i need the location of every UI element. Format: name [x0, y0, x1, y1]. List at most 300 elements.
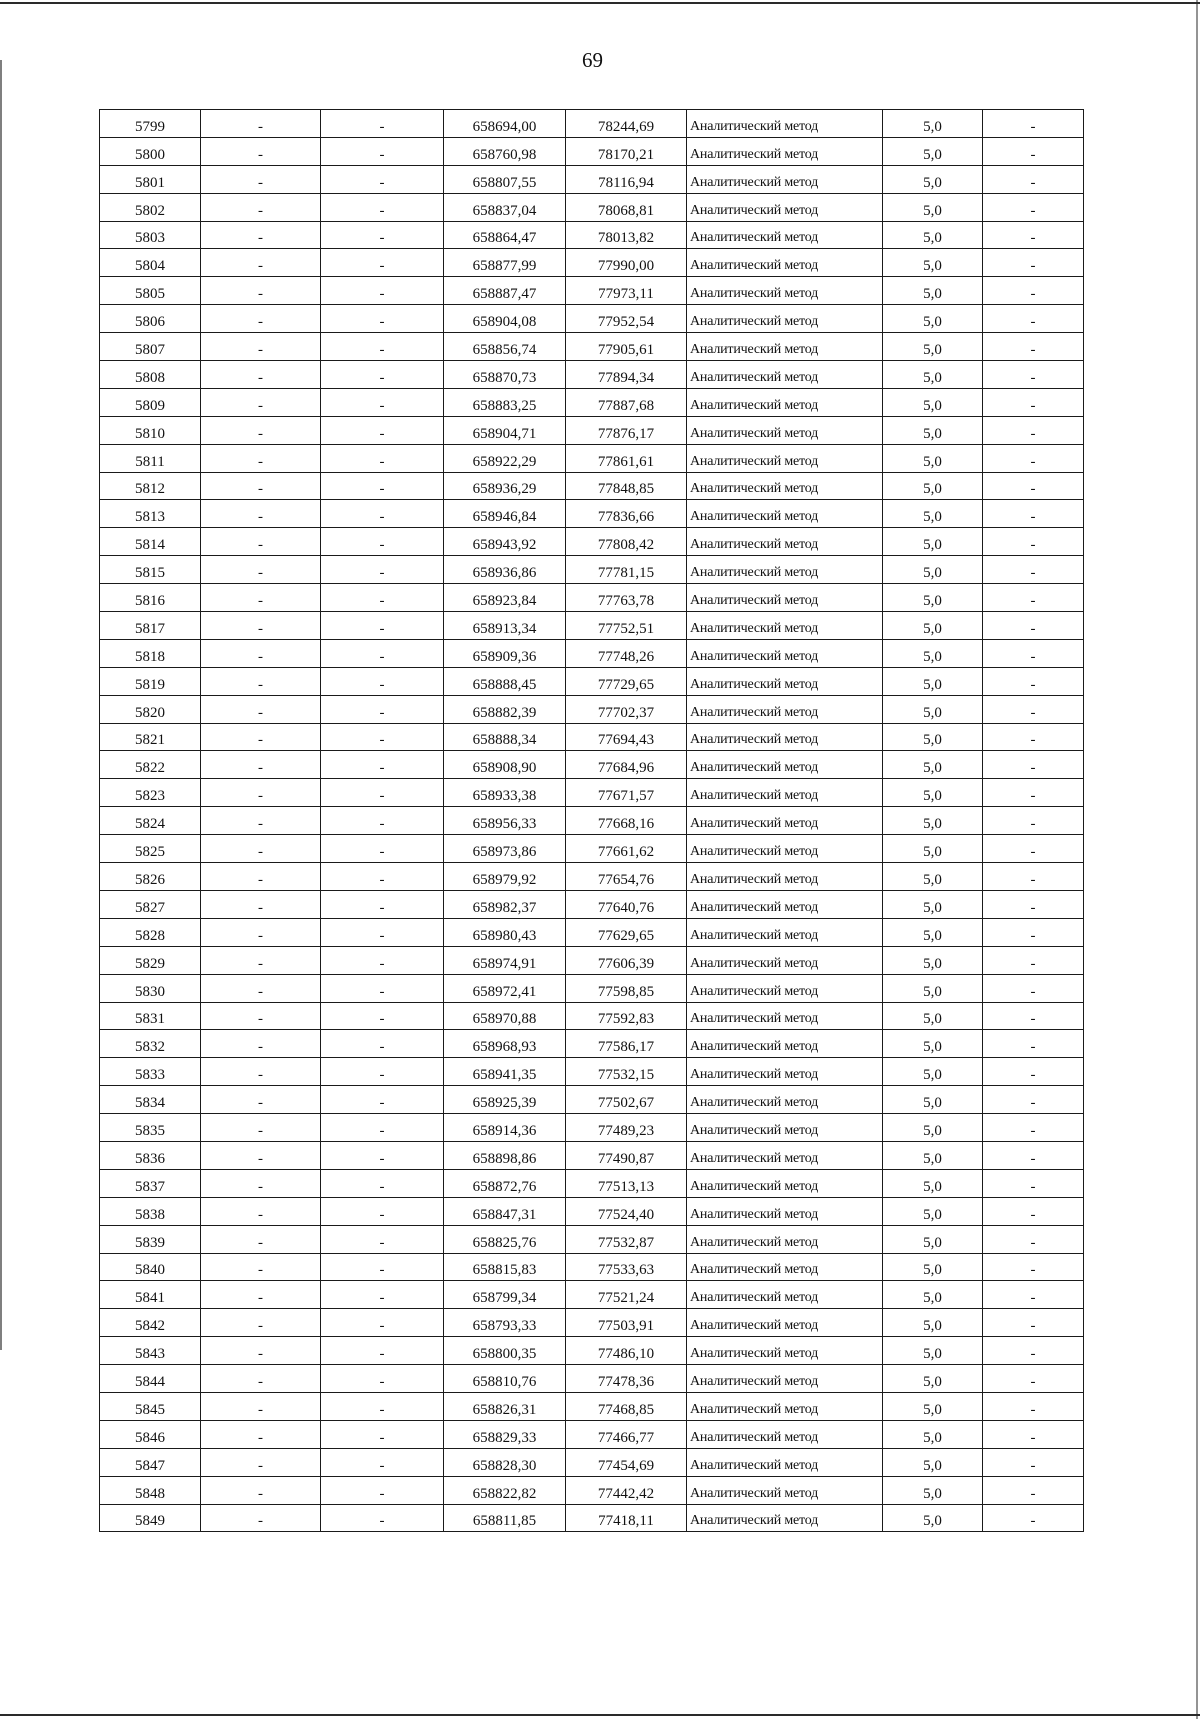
column-3-cell: - — [321, 305, 444, 333]
accuracy-cell: 5,0 — [883, 695, 983, 723]
table-row — [100, 835, 1084, 863]
accuracy-cell: 5,0 — [883, 1337, 983, 1365]
column-8-cell: - — [983, 1392, 1084, 1420]
column-3-cell: - — [321, 974, 444, 1002]
accuracy-cell: 5,0 — [883, 890, 983, 918]
column-2-cell: - — [201, 416, 321, 444]
method-cell: Аналитический метод — [687, 1476, 883, 1504]
point-number-cell: 5826 — [100, 863, 201, 891]
column-8-cell: - — [983, 1086, 1084, 1114]
table-row — [100, 1420, 1084, 1448]
coordinate-x-cell: 658800,35 — [444, 1337, 566, 1365]
point-number-cell: 5842 — [100, 1309, 201, 1337]
accuracy-cell: 5,0 — [883, 388, 983, 416]
coordinate-x-cell: 658847,31 — [444, 1197, 566, 1225]
point-number-cell: 5813 — [100, 500, 201, 528]
accuracy-cell: 5,0 — [883, 639, 983, 667]
column-2-cell: - — [201, 1448, 321, 1476]
method-cell: Аналитический метод — [687, 528, 883, 556]
coordinate-y-cell: 78170,21 — [566, 137, 687, 165]
method-cell: Аналитический метод — [687, 444, 883, 472]
accuracy-cell: 5,0 — [883, 612, 983, 640]
column-3-cell: - — [321, 110, 444, 138]
table-row — [100, 946, 1084, 974]
coordinate-y-cell: 77490,87 — [566, 1141, 687, 1169]
column-2-cell: - — [201, 946, 321, 974]
method-cell: Аналитический метод — [687, 472, 883, 500]
column-8-cell: - — [983, 807, 1084, 835]
coordinate-x-cell: 658864,47 — [444, 221, 566, 249]
coordinate-y-cell: 77513,13 — [566, 1169, 687, 1197]
column-3-cell: - — [321, 612, 444, 640]
column-3-cell: - — [321, 1086, 444, 1114]
column-3-cell: - — [321, 416, 444, 444]
method-cell: Аналитический метод — [687, 1392, 883, 1420]
column-8-cell: - — [983, 1309, 1084, 1337]
column-8-cell: - — [983, 751, 1084, 779]
coordinate-y-cell: 77629,65 — [566, 918, 687, 946]
column-2-cell: - — [201, 1420, 321, 1448]
method-cell: Аналитический метод — [687, 1030, 883, 1058]
coordinate-y-cell: 77521,24 — [566, 1281, 687, 1309]
coordinate-y-cell: 77468,85 — [566, 1392, 687, 1420]
column-3-cell: - — [321, 333, 444, 361]
column-3-cell: - — [321, 835, 444, 863]
method-cell: Аналитический метод — [687, 1504, 883, 1532]
accuracy-cell: 5,0 — [883, 835, 983, 863]
coordinate-y-cell: 77418,11 — [566, 1504, 687, 1532]
coordinate-y-cell: 77748,26 — [566, 639, 687, 667]
coordinate-x-cell: 658909,36 — [444, 639, 566, 667]
method-cell: Аналитический метод — [687, 723, 883, 751]
table-row — [100, 1002, 1084, 1030]
column-3-cell: - — [321, 500, 444, 528]
coordinate-y-cell: 77848,85 — [566, 472, 687, 500]
coordinate-y-cell: 77836,66 — [566, 500, 687, 528]
column-2-cell: - — [201, 835, 321, 863]
table-row — [100, 1086, 1084, 1114]
column-8-cell: - — [983, 361, 1084, 389]
column-2-cell: - — [201, 1141, 321, 1169]
column-3-cell: - — [321, 528, 444, 556]
accuracy-cell: 5,0 — [883, 165, 983, 193]
coordinate-x-cell: 658936,86 — [444, 556, 566, 584]
accuracy-cell: 5,0 — [883, 472, 983, 500]
table-row — [100, 1504, 1084, 1532]
method-cell: Аналитический метод — [687, 165, 883, 193]
coordinate-y-cell: 77684,96 — [566, 751, 687, 779]
column-2-cell: - — [201, 1030, 321, 1058]
column-3-cell: - — [321, 277, 444, 305]
column-8-cell: - — [983, 110, 1084, 138]
coordinate-x-cell: 658882,39 — [444, 695, 566, 723]
coordinate-x-cell: 658807,55 — [444, 165, 566, 193]
column-2-cell: - — [201, 751, 321, 779]
method-cell: Аналитический метод — [687, 835, 883, 863]
column-2-cell: - — [201, 1002, 321, 1030]
coordinate-x-cell: 658980,43 — [444, 918, 566, 946]
column-3-cell: - — [321, 1504, 444, 1532]
accuracy-cell: 5,0 — [883, 1392, 983, 1420]
column-2-cell: - — [201, 305, 321, 333]
method-cell: Аналитический метод — [687, 277, 883, 305]
coordinate-x-cell: 658829,33 — [444, 1420, 566, 1448]
coordinate-y-cell: 77668,16 — [566, 807, 687, 835]
coordinate-y-cell: 77640,76 — [566, 890, 687, 918]
coordinate-y-cell: 78244,69 — [566, 110, 687, 138]
accuracy-cell: 5,0 — [883, 193, 983, 221]
column-2-cell: - — [201, 863, 321, 891]
column-8-cell: - — [983, 444, 1084, 472]
coordinate-y-cell: 77990,00 — [566, 249, 687, 277]
point-number-cell: 5820 — [100, 695, 201, 723]
column-8-cell: - — [983, 1476, 1084, 1504]
column-2-cell: - — [201, 1476, 321, 1504]
table-row — [100, 1030, 1084, 1058]
column-8-cell: - — [983, 723, 1084, 751]
point-number-cell: 5847 — [100, 1448, 201, 1476]
column-8-cell: - — [983, 249, 1084, 277]
accuracy-cell: 5,0 — [883, 667, 983, 695]
table-row — [100, 751, 1084, 779]
table-row — [100, 361, 1084, 389]
column-8-cell: - — [983, 1420, 1084, 1448]
column-8-cell: - — [983, 500, 1084, 528]
coordinates-table-body — [100, 110, 1084, 1532]
coordinate-x-cell: 658887,47 — [444, 277, 566, 305]
column-3-cell: - — [321, 1002, 444, 1030]
coordinate-x-cell: 658913,34 — [444, 612, 566, 640]
accuracy-cell: 5,0 — [883, 1365, 983, 1393]
coordinate-x-cell: 658870,73 — [444, 361, 566, 389]
scan-edge-top — [0, 2, 1200, 4]
column-3-cell: - — [321, 807, 444, 835]
table-row — [100, 1365, 1084, 1393]
coordinate-y-cell: 77532,87 — [566, 1225, 687, 1253]
table-row — [100, 1476, 1084, 1504]
column-3-cell: - — [321, 556, 444, 584]
table-row — [100, 584, 1084, 612]
column-3-cell: - — [321, 1169, 444, 1197]
table-row — [100, 1281, 1084, 1309]
accuracy-cell: 5,0 — [883, 1030, 983, 1058]
column-8-cell: - — [983, 863, 1084, 891]
table-row — [100, 305, 1084, 333]
point-number-cell: 5799 — [100, 110, 201, 138]
column-3-cell: - — [321, 221, 444, 249]
point-number-cell: 5818 — [100, 639, 201, 667]
column-2-cell: - — [201, 472, 321, 500]
coordinate-y-cell: 77694,43 — [566, 723, 687, 751]
table-row — [100, 110, 1084, 138]
accuracy-cell: 5,0 — [883, 1058, 983, 1086]
point-number-cell: 5824 — [100, 807, 201, 835]
point-number-cell: 5825 — [100, 835, 201, 863]
accuracy-cell: 5,0 — [883, 1114, 983, 1142]
coordinate-x-cell: 658970,88 — [444, 1002, 566, 1030]
point-number-cell: 5829 — [100, 946, 201, 974]
method-cell: Аналитический метод — [687, 305, 883, 333]
coordinate-y-cell: 77876,17 — [566, 416, 687, 444]
method-cell: Аналитический метод — [687, 361, 883, 389]
table-row — [100, 612, 1084, 640]
column-3-cell: - — [321, 1225, 444, 1253]
column-8-cell: - — [983, 1058, 1084, 1086]
point-number-cell: 5810 — [100, 416, 201, 444]
column-2-cell: - — [201, 1086, 321, 1114]
coordinates-table — [99, 109, 1084, 1532]
table-row — [100, 695, 1084, 723]
point-number-cell: 5832 — [100, 1030, 201, 1058]
table-row — [100, 249, 1084, 277]
table-row — [100, 918, 1084, 946]
column-8-cell: - — [983, 277, 1084, 305]
accuracy-cell: 5,0 — [883, 1448, 983, 1476]
column-3-cell: - — [321, 890, 444, 918]
accuracy-cell: 5,0 — [883, 751, 983, 779]
coordinate-y-cell: 77752,51 — [566, 612, 687, 640]
column-3-cell: - — [321, 695, 444, 723]
column-2-cell: - — [201, 639, 321, 667]
coordinate-y-cell: 77861,61 — [566, 444, 687, 472]
column-2-cell: - — [201, 1309, 321, 1337]
accuracy-cell: 5,0 — [883, 110, 983, 138]
column-2-cell: - — [201, 807, 321, 835]
accuracy-cell: 5,0 — [883, 500, 983, 528]
coordinate-y-cell: 77598,85 — [566, 974, 687, 1002]
table-row — [100, 863, 1084, 891]
column-2-cell: - — [201, 1114, 321, 1142]
accuracy-cell: 5,0 — [883, 333, 983, 361]
method-cell: Аналитический метод — [687, 333, 883, 361]
column-8-cell: - — [983, 333, 1084, 361]
coordinate-x-cell: 658974,91 — [444, 946, 566, 974]
column-3-cell: - — [321, 779, 444, 807]
column-3-cell: - — [321, 1141, 444, 1169]
column-2-cell: - — [201, 1253, 321, 1281]
accuracy-cell: 5,0 — [883, 584, 983, 612]
column-3-cell: - — [321, 863, 444, 891]
column-2-cell: - — [201, 1058, 321, 1086]
column-2-cell: - — [201, 1169, 321, 1197]
table-row — [100, 1225, 1084, 1253]
table-row — [100, 416, 1084, 444]
column-8-cell: - — [983, 1030, 1084, 1058]
column-8-cell: - — [983, 1114, 1084, 1142]
method-cell: Аналитический метод — [687, 667, 883, 695]
coordinate-y-cell: 78116,94 — [566, 165, 687, 193]
column-3-cell: - — [321, 639, 444, 667]
table-row — [100, 667, 1084, 695]
coordinate-y-cell: 77592,83 — [566, 1002, 687, 1030]
accuracy-cell: 5,0 — [883, 723, 983, 751]
method-cell: Аналитический метод — [687, 1141, 883, 1169]
method-cell: Аналитический метод — [687, 1169, 883, 1197]
column-2-cell: - — [201, 612, 321, 640]
table-row — [100, 556, 1084, 584]
method-cell: Аналитический метод — [687, 1309, 883, 1337]
coordinate-x-cell: 658898,86 — [444, 1141, 566, 1169]
column-8-cell: - — [983, 1002, 1084, 1030]
point-number-cell: 5814 — [100, 528, 201, 556]
column-8-cell: - — [983, 1141, 1084, 1169]
column-2-cell: - — [201, 1504, 321, 1532]
accuracy-cell: 5,0 — [883, 1197, 983, 1225]
coordinate-x-cell: 658908,90 — [444, 751, 566, 779]
accuracy-cell: 5,0 — [883, 416, 983, 444]
coordinate-x-cell: 658826,31 — [444, 1392, 566, 1420]
column-8-cell: - — [983, 388, 1084, 416]
method-cell: Аналитический метод — [687, 137, 883, 165]
method-cell: Аналитический метод — [687, 193, 883, 221]
table-row — [100, 1141, 1084, 1169]
method-cell: Аналитический метод — [687, 584, 883, 612]
point-number-cell: 5805 — [100, 277, 201, 305]
coordinate-y-cell: 78068,81 — [566, 193, 687, 221]
point-number-cell: 5809 — [100, 388, 201, 416]
coordinate-x-cell: 658923,84 — [444, 584, 566, 612]
method-cell: Аналитический метод — [687, 416, 883, 444]
table-row — [100, 1169, 1084, 1197]
point-number-cell: 5823 — [100, 779, 201, 807]
column-8-cell: - — [983, 556, 1084, 584]
coordinate-y-cell: 77952,54 — [566, 305, 687, 333]
table-row — [100, 1337, 1084, 1365]
coordinate-x-cell: 658972,41 — [444, 974, 566, 1002]
column-2-cell: - — [201, 361, 321, 389]
point-number-cell: 5811 — [100, 444, 201, 472]
column-2-cell: - — [201, 918, 321, 946]
coordinate-y-cell: 77489,23 — [566, 1114, 687, 1142]
column-8-cell: - — [983, 1225, 1084, 1253]
accuracy-cell: 5,0 — [883, 305, 983, 333]
column-3-cell: - — [321, 723, 444, 751]
column-3-cell: - — [321, 1476, 444, 1504]
accuracy-cell: 5,0 — [883, 556, 983, 584]
method-cell: Аналитический метод — [687, 1420, 883, 1448]
table-row — [100, 165, 1084, 193]
scan-edge-right — [1196, 0, 1198, 1719]
column-2-cell: - — [201, 388, 321, 416]
point-number-cell: 5804 — [100, 249, 201, 277]
method-cell: Аналитический метод — [687, 249, 883, 277]
column-2-cell: - — [201, 1392, 321, 1420]
coordinate-x-cell: 658810,76 — [444, 1365, 566, 1393]
point-number-cell: 5800 — [100, 137, 201, 165]
coordinate-x-cell: 658793,33 — [444, 1309, 566, 1337]
coordinate-y-cell: 77503,91 — [566, 1309, 687, 1337]
point-number-cell: 5827 — [100, 890, 201, 918]
point-number-cell: 5836 — [100, 1141, 201, 1169]
table-row — [100, 444, 1084, 472]
column-2-cell: - — [201, 584, 321, 612]
accuracy-cell: 5,0 — [883, 863, 983, 891]
point-number-cell: 5806 — [100, 305, 201, 333]
coordinate-y-cell: 77486,10 — [566, 1337, 687, 1365]
point-number-cell: 5803 — [100, 221, 201, 249]
method-cell: Аналитический метод — [687, 1281, 883, 1309]
method-cell: Аналитический метод — [687, 556, 883, 584]
coordinate-x-cell: 658760,98 — [444, 137, 566, 165]
method-cell: Аналитический метод — [687, 863, 883, 891]
method-cell: Аналитический метод — [687, 1337, 883, 1365]
coordinate-y-cell: 77533,63 — [566, 1253, 687, 1281]
column-8-cell: - — [983, 890, 1084, 918]
point-number-cell: 5801 — [100, 165, 201, 193]
column-3-cell: - — [321, 444, 444, 472]
column-3-cell: - — [321, 1365, 444, 1393]
coordinate-x-cell: 658815,83 — [444, 1253, 566, 1281]
accuracy-cell: 5,0 — [883, 946, 983, 974]
column-8-cell: - — [983, 1169, 1084, 1197]
coordinate-y-cell: 77532,15 — [566, 1058, 687, 1086]
column-3-cell: - — [321, 1309, 444, 1337]
accuracy-cell: 5,0 — [883, 1002, 983, 1030]
point-number-cell: 5834 — [100, 1086, 201, 1114]
point-number-cell: 5837 — [100, 1169, 201, 1197]
column-2-cell: - — [201, 779, 321, 807]
column-8-cell: - — [983, 528, 1084, 556]
coordinate-x-cell: 658888,34 — [444, 723, 566, 751]
column-3-cell: - — [321, 918, 444, 946]
coordinate-y-cell: 77905,61 — [566, 333, 687, 361]
coordinate-y-cell: 77763,78 — [566, 584, 687, 612]
method-cell: Аналитический метод — [687, 1365, 883, 1393]
accuracy-cell: 5,0 — [883, 779, 983, 807]
table-row — [100, 528, 1084, 556]
coordinate-x-cell: 658877,99 — [444, 249, 566, 277]
column-8-cell: - — [983, 165, 1084, 193]
column-2-cell: - — [201, 249, 321, 277]
coordinate-x-cell: 658933,38 — [444, 779, 566, 807]
accuracy-cell: 5,0 — [883, 444, 983, 472]
coordinate-y-cell: 77586,17 — [566, 1030, 687, 1058]
point-number-cell: 5838 — [100, 1197, 201, 1225]
column-8-cell: - — [983, 835, 1084, 863]
accuracy-cell: 5,0 — [883, 1420, 983, 1448]
coordinate-y-cell: 77973,11 — [566, 277, 687, 305]
column-2-cell: - — [201, 165, 321, 193]
table-row — [100, 974, 1084, 1002]
coordinate-y-cell: 77524,40 — [566, 1197, 687, 1225]
coordinate-x-cell: 658968,93 — [444, 1030, 566, 1058]
accuracy-cell: 5,0 — [883, 221, 983, 249]
method-cell: Аналитический метод — [687, 974, 883, 1002]
column-3-cell: - — [321, 137, 444, 165]
column-2-cell: - — [201, 333, 321, 361]
point-number-cell: 5841 — [100, 1281, 201, 1309]
method-cell: Аналитический метод — [687, 612, 883, 640]
column-2-cell: - — [201, 667, 321, 695]
accuracy-cell: 5,0 — [883, 249, 983, 277]
coordinate-x-cell: 658936,29 — [444, 472, 566, 500]
method-cell: Аналитический метод — [687, 110, 883, 138]
column-2-cell: - — [201, 500, 321, 528]
column-3-cell: - — [321, 1058, 444, 1086]
column-3-cell: - — [321, 1197, 444, 1225]
table-row — [100, 1253, 1084, 1281]
column-8-cell: - — [983, 918, 1084, 946]
method-cell: Аналитический метод — [687, 751, 883, 779]
table-row — [100, 333, 1084, 361]
accuracy-cell: 5,0 — [883, 361, 983, 389]
column-8-cell: - — [983, 1337, 1084, 1365]
table-row — [100, 1114, 1084, 1142]
column-3-cell: - — [321, 193, 444, 221]
coordinate-x-cell: 658914,36 — [444, 1114, 566, 1142]
column-8-cell: - — [983, 1253, 1084, 1281]
method-cell: Аналитический метод — [687, 918, 883, 946]
